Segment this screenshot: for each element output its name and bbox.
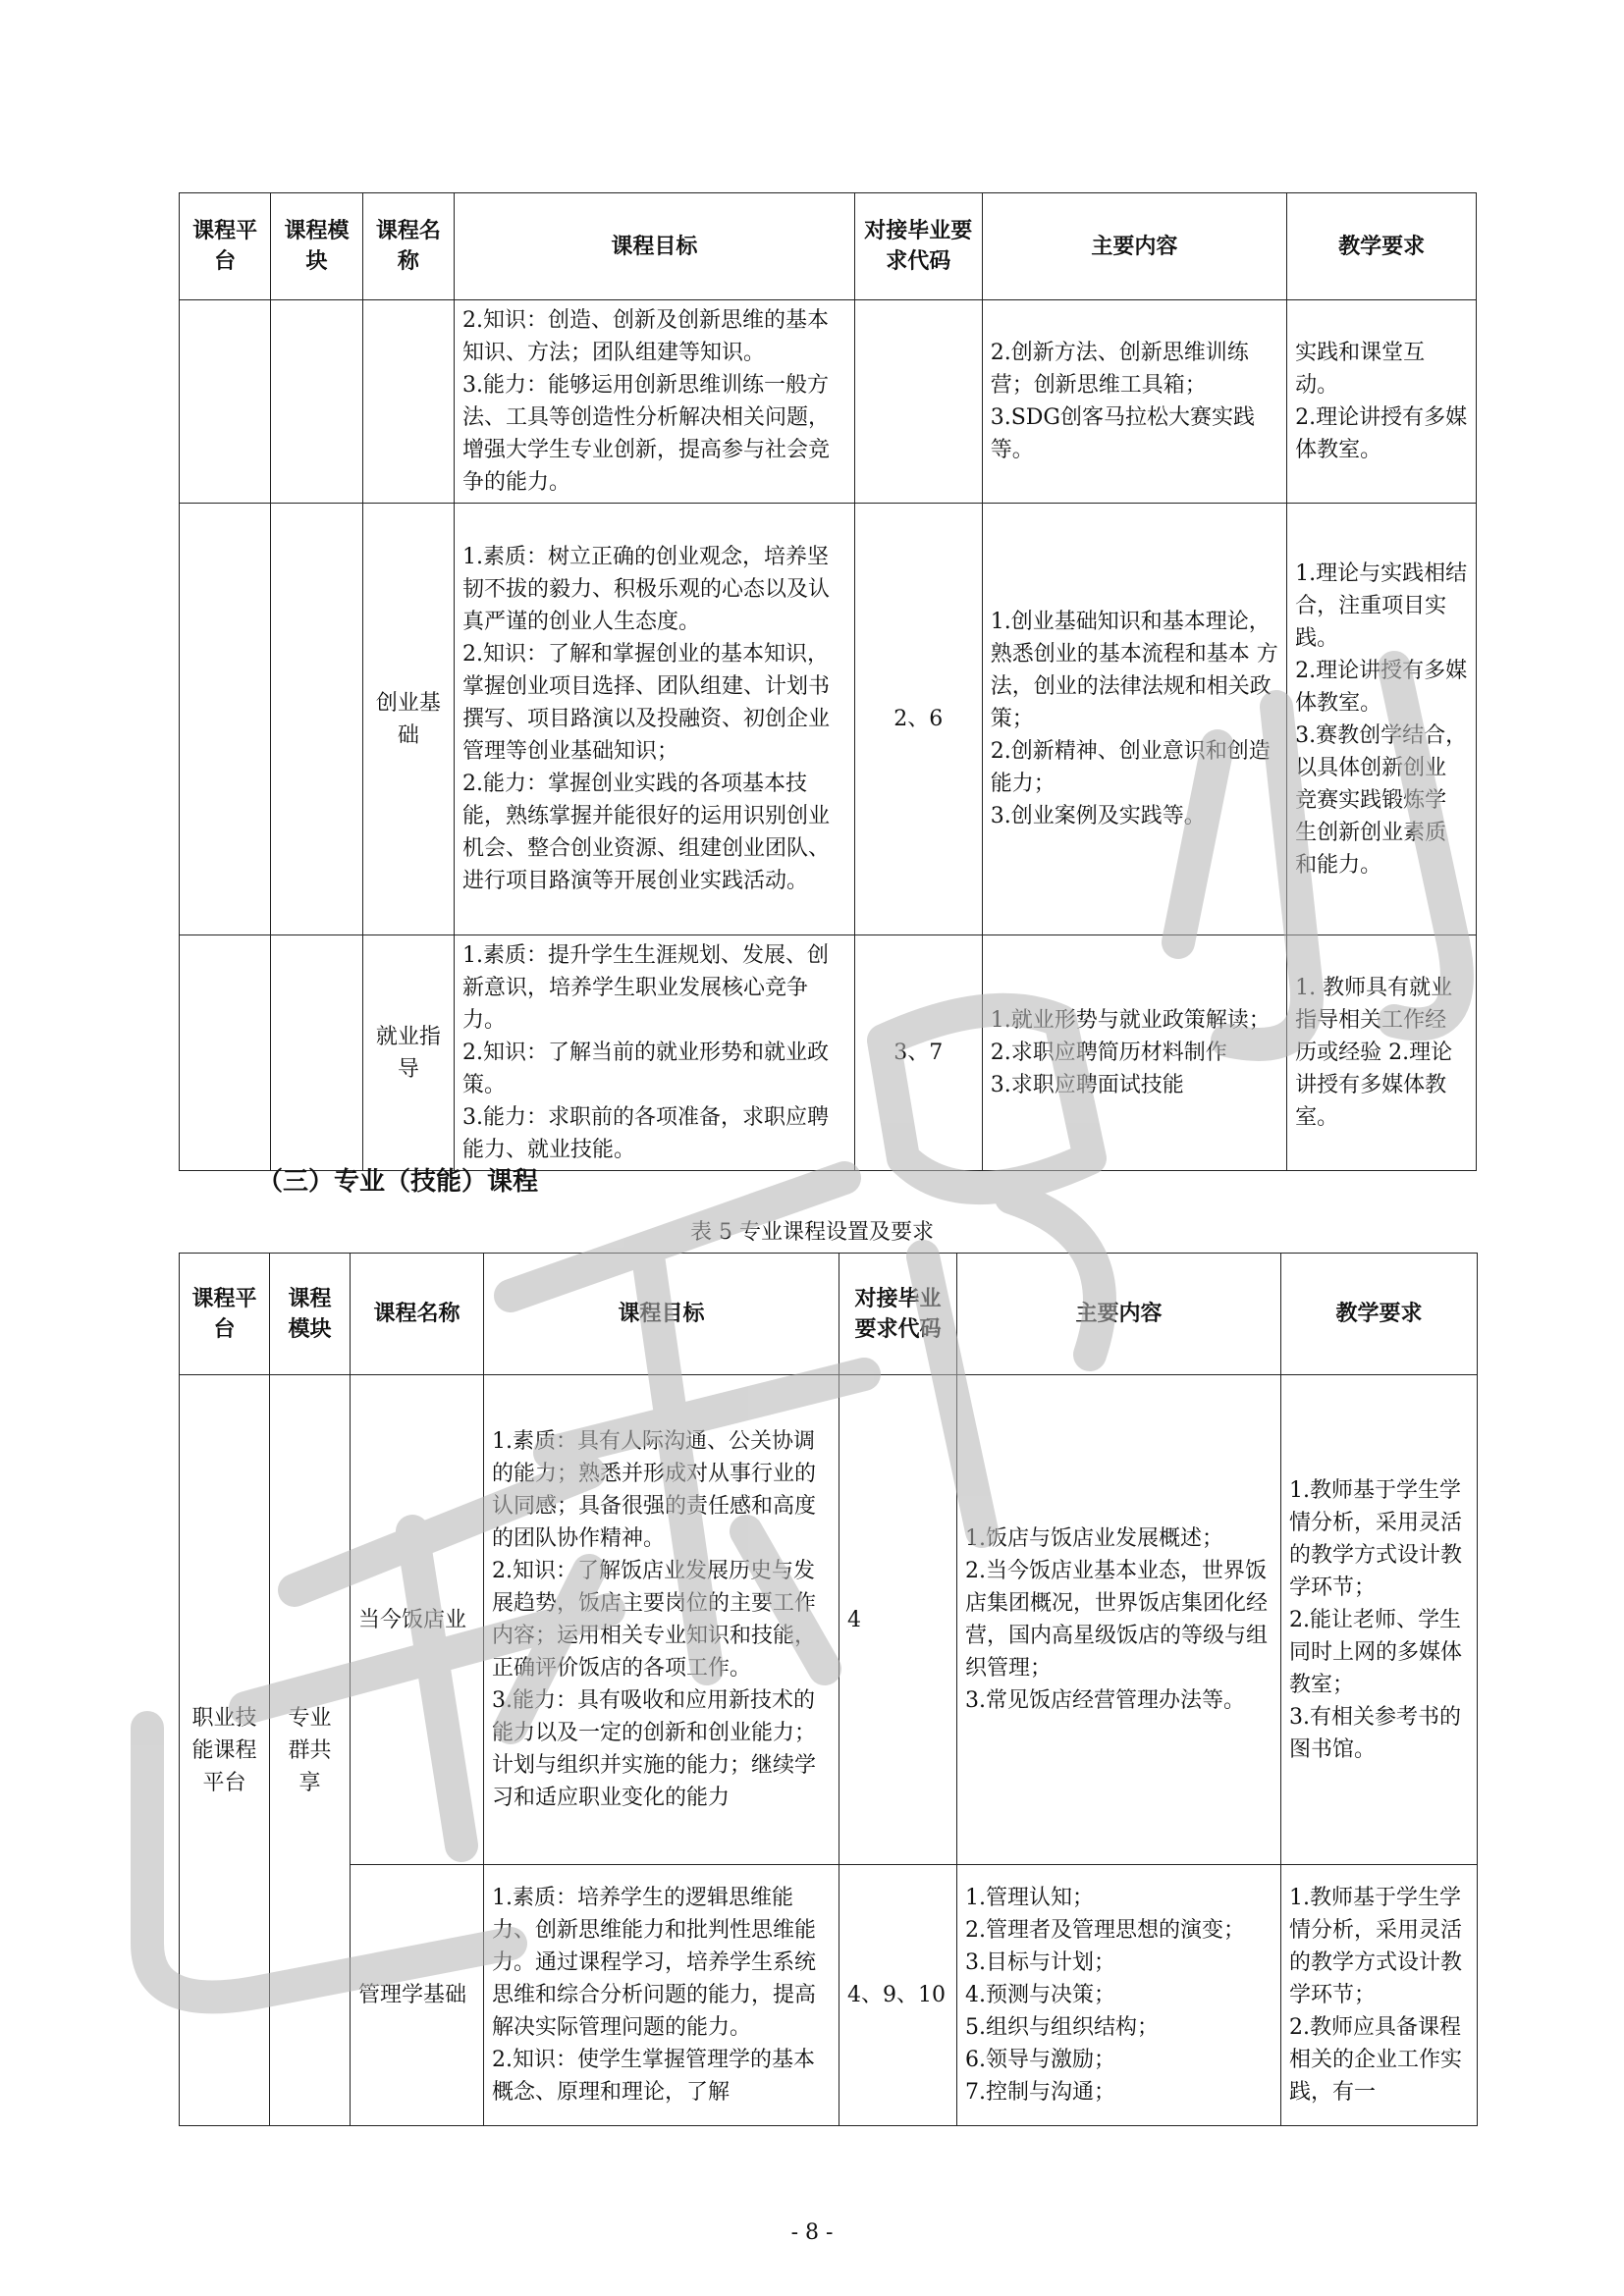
header-content: 主要内容 [957,1254,1281,1375]
professional-course-table [179,1253,1478,2126]
table-row [180,504,1477,935]
cell-goal: 1.素质：提升学生生涯规划、发展、创新意识，培养学生职业发展核心竞争力。 2.知识：了解当前的就业形势和就业政策。 3.能力：求职前的各项准备，求职应聘能力、就业技能。 [461,943,829,1162]
header-code: 对接毕业要求代码 [839,1254,957,1375]
header-module: 课程模块 [270,1254,351,1375]
cell-req: 1.教师基于学生学情分析，采用灵活的教学方式设计教学环节； 2.教师应具备课程相关的企业工作实践，有一 [1289,1886,1463,2105]
cell-name: 当今饭店业 [351,1375,484,1865]
table-header-row [180,193,1477,300]
cell-req: 1. 教师具有就业指导相关工作经历或经验 2.理论讲授有多媒体教室。 [1295,976,1453,1130]
table-row [180,1375,1478,1865]
page-number: - 8 - [790,2220,834,2245]
cell-platform: 职业技能课程平台 [180,1375,270,2126]
cell-content: 1.就业形势与就业政策解读； 2.求职应聘简历材料制作 3.求职应聘面试技能 [990,1008,1271,1097]
header-req: 教学要求 [1287,193,1477,300]
cell-code: 4、9、10 [839,1865,957,2126]
cell-code: 2、6 [854,504,982,935]
table-header-row [180,1254,1478,1375]
cell-goal: 1.素质：具有人际沟通、公关协调的能力；熟悉并形成对从事行业的认同感；具备很强的责任感和高度的团队协作精神。 2.知识：了解饭店业发展历史与发展趋势，饭店主要岗位的主要工作内容；运用相关专业知识和技能，正确评价饭店的各项工作。 3.能力：具有吸收和应用新技术的能力以及一定的创新和创业能力；计划与组织并实施的能力；继续学习和适应职业变化的能力 [492,1429,817,1810]
cell-code [854,300,982,504]
cell-name [362,300,454,504]
course-table-continued [179,192,1477,1171]
cell-goal: 1.素质：树立正确的创业观念，培养坚韧不拔的毅力、积极乐观的心态以及认真严谨的创业人生态度。 2.知识：了解和掌握创业的基本知识，掌握创业项目选择、团队组建、计划书撰写、项目路演以及投融资、初创企业管理等创业基础知识； 2.能力：掌握创业实践的各项基本技能，熟练掌握并能很好的运用识别创业机会、整合创业资源、组建创业团队、进行项目路演等开展创业实践活动。 [461,545,830,893]
header-module: 课程模块 [271,193,362,300]
cell-name: 管理学基础 [351,1865,484,2126]
cell-req: 1.理论与实践相结合，注重项目实践。 2.理论讲授有多媒体教室。 3.赛教创学结合，以具体创新创业竞赛实践锻炼学生创新创业素质和能力。 [1295,561,1468,878]
header-platform: 课程平台 [180,1254,270,1375]
cell-name: 就业指导 [362,935,454,1171]
cell-content: 1.饭店与饭店业发展概述； 2.当今饭店业基本业态，世界饭店集团概况，世界饭店集团化经营，国内高星级饭店的等级与组织管理； 3.常见饭店经营管理办法等。 [965,1526,1269,1713]
table-caption: 表 5 专业课程设置及要求 [690,1220,934,1245]
cell-content: 2.创新方法、创新思维训练营；创新思维工具箱； 3.SDG创客马拉松大赛实践等。 [990,341,1255,462]
cell-goal: 2.知识：创造、创新及创新思维的基本知识、方法；团队组建等知识。 3.能力：能够运用创新思维训练一般方法、工具等创造性分析解决相关问题，增强大学生专业创新，提高参与社会竞争的能力。 [461,308,830,495]
cell-req: 实践和课堂互动。 2.理论讲授有多媒体教室。 [1295,341,1468,462]
header-code: 对接毕业要求代码 [854,193,982,300]
cell-code: 4 [839,1375,957,1865]
cell-module: 专业群共享 [270,1375,351,2126]
cell-content: 1.创业基础知识和基本理论，熟悉创业的基本流程和基本 方法，创业的法律法规和相关政策； 2.创新精神、创业意识和创造能力； 3.创业案例及实践等。 [990,610,1278,828]
cell-code: 3、7 [854,935,982,1171]
header-req: 教学要求 [1281,1254,1478,1375]
table-row [180,1865,1478,2126]
cell-req: 1.教师基于学生学情分析，采用灵活的教学方式设计教学环节； 2.能让老师、学生同时上网的多媒体教室； 3.有相关参考书的图书馆。 [1289,1477,1463,1762]
table-row [180,300,1477,504]
cell-platform [180,935,271,1171]
cell-platform [180,300,271,504]
header-goal: 课程目标 [484,1254,839,1375]
cell-goal: 1.素质：培养学生的逻辑思维能力、创新思维能力和批判性思维能力。通过课程学习，培养学生系统思维和综合分析问题的能力，提高解决实际管理问题的能力。 2.知识：使学生掌握管理学的基本概念、原理和理论，了解 [492,1886,817,2105]
table-row [180,935,1477,1171]
header-goal: 课程目标 [454,193,854,300]
cell-module [271,504,362,935]
header-platform: 课程平台 [180,193,271,300]
header-content: 主要内容 [982,193,1286,300]
section-heading: （三）专业（技能）课程 [257,1167,539,1197]
cell-module [271,300,362,504]
header-name: 课程名称 [362,193,454,300]
cell-content: 1.管理认知； 2.管理者及管理思想的演变； 3.目标与计划； 4.预测与决策； 5.组织与组织结构； 6.领导与激励； 7.控制与沟通； [965,1886,1245,2105]
cell-platform [180,504,271,935]
cell-name: 创业基础 [362,504,454,935]
cell-module [271,935,362,1171]
header-name: 课程名称 [351,1254,484,1375]
